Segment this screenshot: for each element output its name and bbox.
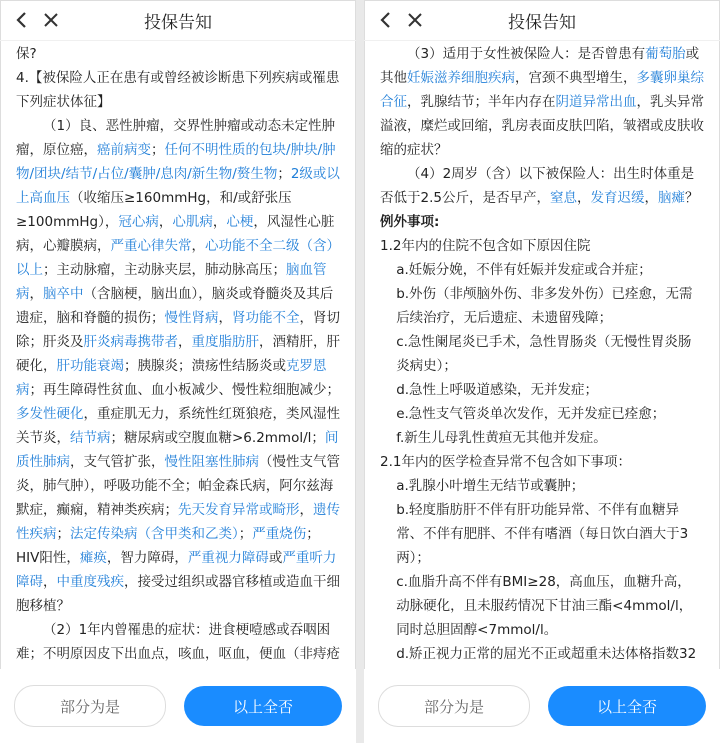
term-link[interactable]: 冠心病: [118, 214, 159, 230]
term-link[interactable]: 严重视力障碍: [187, 550, 269, 566]
list-item: c.血脂升高不伴有BMI≥28，高血压，血糖升高，动脉硬化，且未服药情况下甘油三酯<4mmol/l，同时总胆固醇<7mmol/l。: [396, 574, 693, 638]
text-span: 保?: [16, 46, 37, 62]
disclosure-content: [364, 40, 720, 669]
paragraph: [16, 114, 340, 618]
disclosure-content: [0, 40, 356, 669]
all-no-button[interactable]: 以上全否: [184, 686, 342, 726]
text-span: 4.【被保险人正在患有或曾经被诊断患下列疾病或罹患下列症状体征】: [16, 70, 340, 110]
term-link[interactable]: 心功能不全二级（含）以上: [16, 238, 340, 278]
term-link[interactable]: 慢性阻塞性肺病: [164, 454, 259, 470]
text-span: ；: [238, 526, 253, 542]
partial-yes-button[interactable]: 部分为是: [14, 685, 166, 727]
term-link[interactable]: 2级或以上高血压: [16, 166, 340, 206]
term-link[interactable]: 心肌病: [172, 214, 213, 230]
text-span: （3）适用于女性被保险人：是否曾患有: [407, 46, 646, 62]
text-span: ，: [576, 190, 591, 206]
term-link[interactable]: 慢性肾病: [164, 310, 219, 326]
text-span: （慢性支气管炎，肺气肿），呼吸功能不全；帕金森氏病，阿尔兹海默症，癫痫，精神类疾病；: [16, 454, 340, 518]
term-link[interactable]: 多囊卵巢综合征: [380, 70, 704, 110]
term-link[interactable]: 瘫痪: [79, 550, 107, 566]
term-link[interactable]: 肝炎病毒携带者: [83, 334, 178, 350]
text-span: ，: [158, 214, 173, 230]
text-span: ；HIV阳性，: [16, 526, 320, 566]
term-link[interactable]: 法定传染病（含甲类和乙类）: [70, 526, 239, 542]
text-span: ，酒精肝，肝硬化，: [16, 334, 340, 374]
text-span: ，: [29, 286, 43, 302]
text-span: ，支气管扩张，: [70, 454, 165, 470]
list-item: f.新生儿母乳性黄疸无其他并发症。: [396, 430, 607, 446]
text-span: （含脑梗，脑出血），脑炎或脊髓炎及其后遗症，脑和脊髓的损伤；: [16, 286, 334, 326]
text-span: ；糖尿病或空腹血糖>6.2mmol/l；: [110, 430, 325, 446]
term-link[interactable]: 发育迟缓: [590, 190, 645, 206]
text-span: ，风湿性心脏病，心瓣膜病，: [16, 214, 335, 254]
text-span: ；: [277, 166, 291, 182]
paragraph: [380, 162, 704, 210]
action-bar: [364, 669, 720, 743]
chevron-left-icon[interactable]: [372, 7, 398, 33]
term-link[interactable]: 脑血管病: [16, 262, 327, 302]
paragraph: [380, 42, 704, 162]
text-span: ，智力障碍，: [106, 550, 188, 566]
close-icon[interactable]: [38, 7, 64, 33]
text-span: 或: [268, 550, 283, 566]
term-link[interactable]: 遗传性疾病: [16, 502, 340, 542]
text-span: ，乳腺结节；半年内存在: [407, 94, 556, 110]
paragraph: [16, 42, 340, 66]
text-span: （4）2周岁（含）以下被保险人：出生时体重是否低于2.5公斤，是否早产，: [380, 166, 695, 206]
text-span: ，: [43, 574, 57, 590]
list-item: a.乳腺小叶增生无结节或囊肿；: [396, 478, 585, 494]
term-link[interactable]: 脑瘫: [657, 190, 685, 206]
left-screen: [0, 0, 356, 743]
text-span: ，肾切除；肝炎及: [16, 310, 340, 350]
text-span: ；主动脉瘤，主动脉夹层，肺动脉高压；: [43, 262, 286, 278]
text-span: ，: [218, 310, 232, 326]
term-link[interactable]: 结节病: [70, 430, 111, 446]
text-span: ；: [151, 142, 165, 158]
text-span: ，: [299, 502, 313, 518]
text-span: ，: [191, 238, 205, 254]
term-link[interactable]: 窒息: [549, 190, 577, 206]
list-item: d.急性上呼吸道感染，无并发症；: [396, 382, 599, 398]
section-title: 1.2年内的住院不包含如下原因住院: [380, 238, 591, 254]
term-link[interactable]: 间质性肺病: [16, 430, 339, 470]
text-span: （收缩压≥160mmHg，和/或舒张压≥100mmHg），: [16, 190, 292, 230]
text-span: ，: [212, 214, 227, 230]
nav-bar: [0, 0, 356, 41]
page-title: 投保告知: [508, 12, 576, 33]
text-span: ；: [56, 526, 70, 542]
nav-bar: [364, 0, 720, 41]
list-item: a.妊娠分娩，不伴有妊娠并发症或合并症；: [396, 262, 652, 278]
close-icon[interactable]: [402, 7, 428, 33]
page-title: 投保告知: [144, 12, 212, 33]
term-link[interactable]: 癌前病变: [97, 142, 151, 158]
term-link[interactable]: 多发性硬化: [16, 406, 84, 422]
term-link[interactable]: 中重度残疾: [56, 574, 124, 590]
paragraph: [16, 66, 340, 114]
text-span: （2）1年内曾罹患的症状：进食梗噎感或吞咽困难；不明原因皮下出血点，咳血，呕血，便血（非痔疮: [16, 622, 340, 662]
right-screen: [364, 0, 720, 743]
all-no-button[interactable]: 以上全否: [548, 686, 706, 726]
term-link[interactable]: 脑卒中: [43, 286, 84, 302]
text-span: ，乳头异常溢液，糜烂或回缩，乳房表面皮肤凹陷，皱褶或皮肤收缩的症状？: [380, 94, 704, 158]
term-link[interactable]: 心梗: [226, 214, 254, 230]
text-span: ，宫颈不典型增生，: [515, 70, 637, 86]
term-link[interactable]: 肾功能不全: [232, 310, 300, 326]
term-link[interactable]: 妊娠滋养细胞疾病: [407, 70, 515, 86]
term-link[interactable]: 先天发育异常或畸形: [178, 502, 300, 518]
term-link[interactable]: 阴道异常出血: [555, 94, 637, 110]
term-link[interactable]: 克罗恩病: [16, 358, 327, 398]
section-title: 2.1年内的医学检查异常不包含如下事项：: [380, 454, 631, 470]
text-span: （1）良、恶性肿瘤，交界性肿瘤或动态未定性肿瘤，原位癌，: [16, 118, 336, 158]
exceptions-title: 例外事项:: [380, 214, 440, 230]
term-link[interactable]: 葡萄胎: [645, 46, 686, 62]
text-span: ，: [178, 334, 192, 350]
text-span: 或其他: [380, 46, 700, 86]
text-span: ，接受过组织或器官移植或造血干细胞移植？: [16, 574, 340, 614]
text-span: ；胰腺炎；溃疡性结肠炎或: [124, 358, 286, 374]
list-item: b.轻度脂肪肝不伴有肝功能异常、不伴有血糖异常、不伴有肥胖、不伴有嗜酒（每日饮白酒大于3两）；: [396, 502, 689, 566]
list-item: e.急性支气管炎单次发作，无并发症已痊愈；: [396, 406, 666, 422]
term-link[interactable]: 重度脂肪肝: [191, 334, 259, 350]
chevron-left-icon[interactable]: [8, 7, 34, 33]
term-link[interactable]: 肝功能衰竭: [56, 358, 124, 374]
partial-yes-button[interactable]: 部分为是: [378, 685, 530, 727]
text-span: ，重症肌无力，系统性红斑狼疮，类风湿性关节炎，: [16, 406, 340, 446]
list-item: b.外伤（非颅脑外伤、非多发外伤）已痊愈，无需后续治疗，无后遗症、未遗留残障；: [396, 286, 693, 326]
list-item: c.急性阑尾炎已手术，急性胃肠炎（无慢性胃炎肠炎病史）；: [396, 334, 692, 374]
list-item: d.矫正视力正常的屈光不正或超重未达体格指数32: [396, 646, 697, 662]
text-span: ？: [684, 190, 699, 206]
term-link[interactable]: 严重烧伤: [252, 526, 307, 542]
term-link[interactable]: 任何不明性质的包块/肿块/肿物/团块/结节/占位/囊肿/息肉/新生物/赘生物: [16, 142, 336, 182]
action-bar: [0, 669, 356, 743]
term-link[interactable]: 严重心律失常: [110, 238, 192, 254]
text-span: ，: [644, 190, 658, 206]
term-link[interactable]: 严重听力障碍: [16, 550, 337, 590]
text-span: ；再生障碍性贫血、血小板减少、慢性粒细胞减少；: [29, 382, 340, 398]
